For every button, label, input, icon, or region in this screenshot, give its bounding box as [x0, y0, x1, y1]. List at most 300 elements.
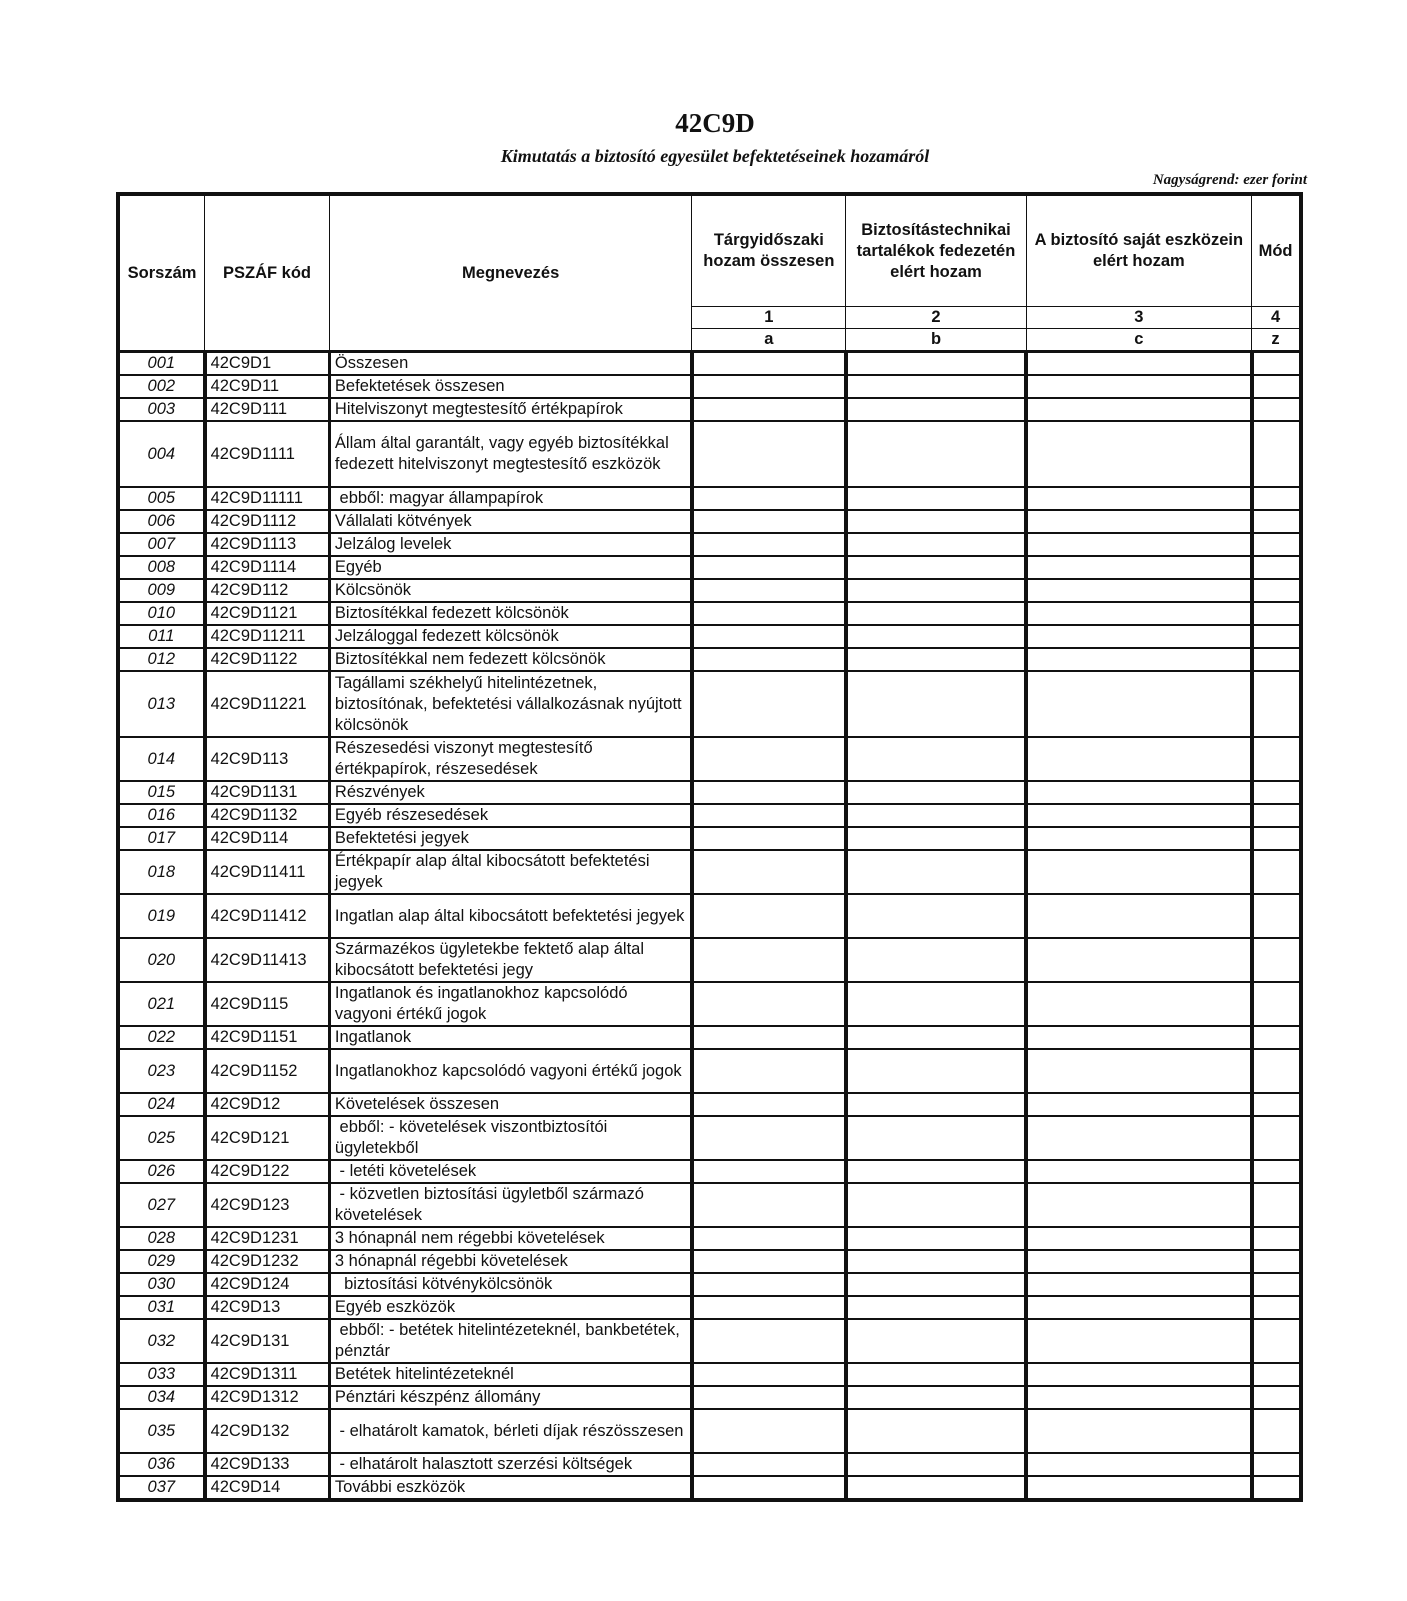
- row-megnevezes: Származékos ügyletekbe fektető alap által kibocsátott befektetési jegy: [329, 938, 691, 982]
- row-value-c[interactable]: [1026, 510, 1252, 533]
- row-megnevezes: Jelzáloggal fedezett kölcsönök: [329, 625, 691, 648]
- row-megnevezes: Jelzálog levelek: [329, 533, 691, 556]
- row-value-b[interactable]: [846, 1227, 1026, 1250]
- row-value-c[interactable]: [1026, 556, 1252, 579]
- row-value-a[interactable]: [692, 737, 846, 781]
- row-mod-z[interactable]: [1252, 982, 1301, 1026]
- table-row: [118, 938, 1301, 982]
- row-megnevezes: Egyéb: [329, 556, 691, 579]
- table-row: [118, 1093, 1301, 1116]
- row-value-b[interactable]: [846, 1386, 1026, 1409]
- row-value-b[interactable]: [846, 982, 1026, 1026]
- row-mod-z[interactable]: [1252, 556, 1301, 579]
- header-col3: A biztosító saját eszközein elért hozam: [1026, 194, 1252, 307]
- row-mod-z[interactable]: [1252, 648, 1301, 671]
- row-sorszam: 012: [118, 648, 205, 671]
- row-mod-z[interactable]: [1252, 804, 1301, 827]
- table-row: [118, 1273, 1301, 1296]
- row-megnevezes: Ingatlanok és ingatlanokhoz kapcsolódó vagyoni értékű jogok: [329, 982, 691, 1026]
- row-megnevezes: Vállalati kötvények: [329, 510, 691, 533]
- row-mod-z[interactable]: [1252, 1409, 1301, 1453]
- row-pszaf-kod: 42C9D132: [205, 1409, 330, 1453]
- row-megnevezes: ebből: magyar állampapírok: [329, 487, 691, 510]
- table-row: [118, 827, 1301, 850]
- table-row: [118, 1160, 1301, 1183]
- header-num-4: 4: [1252, 307, 1301, 329]
- table-body: [118, 352, 1301, 1501]
- header-col2: Biztosítástechnikai tartalékok fedezetén elért hozam: [846, 194, 1026, 307]
- row-value-b[interactable]: [846, 648, 1026, 671]
- row-mod-z[interactable]: [1252, 352, 1301, 376]
- row-pszaf-kod: 42C9D113: [205, 737, 330, 781]
- row-sorszam: 015: [118, 781, 205, 804]
- row-mod-z[interactable]: [1252, 625, 1301, 648]
- row-mod-z[interactable]: [1252, 421, 1301, 487]
- row-pszaf-kod: 42C9D1112: [205, 510, 330, 533]
- header-letter-a: a: [692, 329, 846, 352]
- form-code-title: 42C9D: [675, 108, 755, 138]
- row-megnevezes: Értékpapír alap által kibocsátott befektetési jegyek: [329, 850, 691, 894]
- row-value-c[interactable]: [1026, 1116, 1252, 1160]
- row-mod-z[interactable]: [1252, 602, 1301, 625]
- row-megnevezes: Betétek hitelintézeteknél: [329, 1363, 691, 1386]
- table-row: [118, 804, 1301, 827]
- row-sorszam: 025: [118, 1116, 205, 1160]
- row-pszaf-kod: 42C9D114: [205, 827, 330, 850]
- row-megnevezes: Ingatlanokhoz kapcsolódó vagyoni értékű jogok: [329, 1049, 691, 1093]
- form-subtitle: Kimutatás a biztosító egyesület befektetéseinek hozamáról: [500, 146, 930, 166]
- row-sorszam: 005: [118, 487, 205, 510]
- row-pszaf-kod: 42C9D14: [205, 1476, 330, 1500]
- row-sorszam: 020: [118, 938, 205, 982]
- row-value-a[interactable]: [692, 671, 846, 737]
- row-value-a[interactable]: [692, 1160, 846, 1183]
- row-mod-z[interactable]: [1252, 894, 1301, 938]
- header-pszaf-kod: PSZÁF kód: [205, 194, 330, 352]
- row-pszaf-kod: 42C9D11221: [205, 671, 330, 737]
- row-mod-z[interactable]: [1252, 1160, 1301, 1183]
- row-sorszam: 034: [118, 1386, 205, 1409]
- row-value-c[interactable]: [1026, 1453, 1252, 1476]
- table-row: [118, 982, 1301, 1026]
- row-value-b[interactable]: [846, 1049, 1026, 1093]
- row-pszaf-kod: 42C9D112: [205, 579, 330, 602]
- row-sorszam: 018: [118, 850, 205, 894]
- row-value-a[interactable]: [692, 827, 846, 850]
- row-megnevezes: ebből: - betétek hitelintézeteknél, bankbetétek, pénztár: [329, 1319, 691, 1363]
- row-value-a[interactable]: [692, 648, 846, 671]
- row-mod-z[interactable]: [1252, 487, 1301, 510]
- row-value-c[interactable]: [1026, 352, 1252, 376]
- row-mod-z[interactable]: [1252, 1250, 1301, 1273]
- row-sorszam: 026: [118, 1160, 205, 1183]
- row-value-b[interactable]: [846, 398, 1026, 421]
- row-value-c[interactable]: [1026, 421, 1252, 487]
- row-pszaf-kod: 42C9D1121: [205, 602, 330, 625]
- row-mod-z[interactable]: [1252, 579, 1301, 602]
- row-value-a[interactable]: [692, 781, 846, 804]
- row-value-b[interactable]: [846, 602, 1026, 625]
- row-value-a[interactable]: [692, 1476, 846, 1500]
- row-value-a[interactable]: [692, 398, 846, 421]
- row-pszaf-kod: 42C9D1114: [205, 556, 330, 579]
- row-value-b[interactable]: [846, 375, 1026, 398]
- row-value-a[interactable]: [692, 1386, 846, 1409]
- row-value-a[interactable]: [692, 804, 846, 827]
- row-value-a[interactable]: [692, 487, 846, 510]
- row-pszaf-kod: 42C9D1122: [205, 648, 330, 671]
- row-megnevezes: - elhatárolt halasztott szerzési költségek: [329, 1453, 691, 1476]
- table-row: [118, 648, 1301, 671]
- row-megnevezes: Állam által garantált, vagy egyéb biztosítékkal fedezett hitelviszonyt megtestesítő eszközök: [329, 421, 691, 487]
- row-value-a[interactable]: [692, 1093, 846, 1116]
- row-pszaf-kod: 42C9D133: [205, 1453, 330, 1476]
- row-sorszam: 004: [118, 421, 205, 487]
- table-row: [118, 850, 1301, 894]
- row-pszaf-kod: 42C9D11111: [205, 487, 330, 510]
- row-value-b[interactable]: [846, 1409, 1026, 1453]
- table-row: [118, 579, 1301, 602]
- row-megnevezes: 3 hónapnál nem régebbi követelések: [329, 1227, 691, 1250]
- row-pszaf-kod: 42C9D131: [205, 1319, 330, 1363]
- row-value-b[interactable]: [846, 737, 1026, 781]
- row-value-c[interactable]: [1026, 398, 1252, 421]
- row-pszaf-kod: 42C9D111: [205, 398, 330, 421]
- row-megnevezes: Pénztári készpénz állomány: [329, 1386, 691, 1409]
- row-value-a[interactable]: [692, 375, 846, 398]
- row-megnevezes: Részesedési viszonyt megtestesítő értékpapírok, részesedések: [329, 737, 691, 781]
- row-mod-z[interactable]: [1252, 827, 1301, 850]
- header-sorszam: Sorszám: [118, 194, 205, 352]
- row-mod-z[interactable]: [1252, 533, 1301, 556]
- row-value-a[interactable]: [692, 938, 846, 982]
- row-value-b[interactable]: [846, 1026, 1026, 1049]
- row-pszaf-kod: 42C9D1232: [205, 1250, 330, 1273]
- row-value-a[interactable]: [692, 533, 846, 556]
- row-mod-z[interactable]: [1252, 398, 1301, 421]
- row-value-c[interactable]: [1026, 579, 1252, 602]
- row-value-b[interactable]: [846, 1453, 1026, 1476]
- table-row: [118, 533, 1301, 556]
- row-value-b[interactable]: [846, 510, 1026, 533]
- row-mod-z[interactable]: [1252, 671, 1301, 737]
- row-value-c[interactable]: [1026, 602, 1252, 625]
- row-value-b[interactable]: [846, 850, 1026, 894]
- row-sorszam: 023: [118, 1049, 205, 1093]
- header-num-1: 1: [692, 307, 846, 329]
- row-sorszam: 003: [118, 398, 205, 421]
- row-value-c[interactable]: [1026, 982, 1252, 1026]
- row-value-c[interactable]: [1026, 1026, 1252, 1049]
- table-row: [118, 1409, 1301, 1453]
- row-value-a[interactable]: [692, 602, 846, 625]
- table-row: [118, 375, 1301, 398]
- row-value-c[interactable]: [1026, 804, 1252, 827]
- row-value-c[interactable]: [1026, 1476, 1252, 1500]
- table-row: [118, 737, 1301, 781]
- row-value-c[interactable]: [1026, 1183, 1252, 1227]
- row-value-a[interactable]: [692, 1296, 846, 1319]
- row-value-b[interactable]: [846, 625, 1026, 648]
- row-megnevezes: Biztosítékkal nem fedezett kölcsönök: [329, 648, 691, 671]
- row-mod-z[interactable]: [1252, 1273, 1301, 1296]
- row-mod-z[interactable]: [1252, 1363, 1301, 1386]
- row-value-a[interactable]: [692, 1250, 846, 1273]
- row-mod-z[interactable]: [1252, 1386, 1301, 1409]
- table-row: [118, 1049, 1301, 1093]
- row-value-c[interactable]: [1026, 1273, 1252, 1296]
- row-value-b[interactable]: [846, 804, 1026, 827]
- row-megnevezes: Összesen: [329, 352, 691, 376]
- row-pszaf-kod: 42C9D1311: [205, 1363, 330, 1386]
- row-sorszam: 032: [118, 1319, 205, 1363]
- row-value-a[interactable]: [692, 556, 846, 579]
- row-mod-z[interactable]: [1252, 1476, 1301, 1500]
- row-value-a[interactable]: [692, 352, 846, 376]
- row-value-c[interactable]: [1026, 781, 1252, 804]
- row-sorszam: 035: [118, 1409, 205, 1453]
- row-value-b[interactable]: [846, 1250, 1026, 1273]
- row-value-a[interactable]: [692, 1319, 846, 1363]
- row-pszaf-kod: 42C9D1113: [205, 533, 330, 556]
- row-value-b[interactable]: [846, 556, 1026, 579]
- row-megnevezes: biztosítási kötvénykölcsönök: [329, 1273, 691, 1296]
- row-pszaf-kod: 42C9D13: [205, 1296, 330, 1319]
- row-mod-z[interactable]: [1252, 1026, 1301, 1049]
- row-megnevezes: - letéti követelések: [329, 1160, 691, 1183]
- row-pszaf-kod: 42C9D11: [205, 375, 330, 398]
- row-value-b[interactable]: [846, 352, 1026, 376]
- row-mod-z[interactable]: [1252, 1116, 1301, 1160]
- table-row: [118, 671, 1301, 737]
- row-value-a[interactable]: [692, 421, 846, 487]
- table-row: [118, 1227, 1301, 1250]
- row-mod-z[interactable]: [1252, 850, 1301, 894]
- row-value-b[interactable]: [846, 1476, 1026, 1500]
- row-value-c[interactable]: [1026, 1409, 1252, 1453]
- header-megnevezes: Megnevezés: [329, 194, 691, 352]
- row-megnevezes: ebből: - követelések viszontbiztosítói ügyletekből: [329, 1116, 691, 1160]
- table-row: [118, 398, 1301, 421]
- row-sorszam: 033: [118, 1363, 205, 1386]
- row-megnevezes: Egyéb eszközök: [329, 1296, 691, 1319]
- report-table: [116, 192, 1303, 1502]
- row-sorszam: 030: [118, 1273, 205, 1296]
- row-megnevezes: További eszközök: [329, 1476, 691, 1500]
- row-sorszam: 010: [118, 602, 205, 625]
- row-pszaf-kod: 42C9D11412: [205, 894, 330, 938]
- row-sorszam: 006: [118, 510, 205, 533]
- row-value-a[interactable]: [692, 510, 846, 533]
- row-pszaf-kod: 42C9D1231: [205, 1227, 330, 1250]
- row-value-b[interactable]: [846, 487, 1026, 510]
- row-sorszam: 011: [118, 625, 205, 648]
- row-value-c[interactable]: [1026, 648, 1252, 671]
- row-pszaf-kod: 42C9D121: [205, 1116, 330, 1160]
- row-value-c[interactable]: [1026, 737, 1252, 781]
- row-mod-z[interactable]: [1252, 1093, 1301, 1116]
- row-megnevezes: Befektetések összesen: [329, 375, 691, 398]
- row-value-b[interactable]: [846, 1273, 1026, 1296]
- row-pszaf-kod: 42C9D11411: [205, 850, 330, 894]
- row-megnevezes: Ingatlan alap által kibocsátott befektetési jegyek: [329, 894, 691, 938]
- row-pszaf-kod: 42C9D123: [205, 1183, 330, 1227]
- row-megnevezes: Ingatlanok: [329, 1026, 691, 1049]
- row-sorszam: 009: [118, 579, 205, 602]
- table-row: [118, 556, 1301, 579]
- row-value-b[interactable]: [846, 533, 1026, 556]
- row-pszaf-kod: 42C9D1131: [205, 781, 330, 804]
- row-value-b[interactable]: [846, 1116, 1026, 1160]
- row-pszaf-kod: 42C9D1111: [205, 421, 330, 487]
- table-row: [118, 1250, 1301, 1273]
- header-letter-z: z: [1252, 329, 1301, 352]
- row-megnevezes: Kölcsönök: [329, 579, 691, 602]
- row-value-a[interactable]: [692, 1409, 846, 1453]
- header-col1: Tárgyidőszaki hozam összesen: [692, 194, 846, 307]
- table-row: [118, 625, 1301, 648]
- row-pszaf-kod: 42C9D1132: [205, 804, 330, 827]
- row-value-b[interactable]: [846, 421, 1026, 487]
- row-sorszam: 014: [118, 737, 205, 781]
- row-mod-z[interactable]: [1252, 1227, 1301, 1250]
- row-value-c[interactable]: [1026, 1227, 1252, 1250]
- row-value-b[interactable]: [846, 579, 1026, 602]
- table-row: [118, 1296, 1301, 1319]
- row-value-b[interactable]: [846, 894, 1026, 938]
- row-value-a[interactable]: [692, 1116, 846, 1160]
- row-value-b[interactable]: [846, 1363, 1026, 1386]
- row-mod-z[interactable]: [1252, 781, 1301, 804]
- row-value-c[interactable]: [1026, 533, 1252, 556]
- header-num-3: 3: [1026, 307, 1252, 329]
- row-value-c[interactable]: [1026, 938, 1252, 982]
- row-pszaf-kod: 42C9D1: [205, 352, 330, 376]
- row-value-c[interactable]: [1026, 1319, 1252, 1363]
- row-sorszam: 031: [118, 1296, 205, 1319]
- row-value-c[interactable]: [1026, 487, 1252, 510]
- row-sorszam: 022: [118, 1026, 205, 1049]
- unit-note: Nagyságrend: ezer forint: [1152, 172, 1307, 188]
- row-value-c[interactable]: [1026, 625, 1252, 648]
- table-row: [118, 1476, 1301, 1500]
- row-value-b[interactable]: [846, 1183, 1026, 1227]
- row-sorszam: 002: [118, 375, 205, 398]
- row-megnevezes: Biztosítékkal fedezett kölcsönök: [329, 602, 691, 625]
- table-row: [118, 1026, 1301, 1049]
- table-row: [118, 510, 1301, 533]
- row-megnevezes: Befektetési jegyek: [329, 827, 691, 850]
- row-value-a[interactable]: [692, 1183, 846, 1227]
- row-sorszam: 008: [118, 556, 205, 579]
- row-value-b[interactable]: [846, 671, 1026, 737]
- row-pszaf-kod: 42C9D12: [205, 1093, 330, 1116]
- row-mod-z[interactable]: [1252, 1049, 1301, 1093]
- row-value-c[interactable]: [1026, 850, 1252, 894]
- row-value-c[interactable]: [1026, 375, 1252, 398]
- row-value-a[interactable]: [692, 625, 846, 648]
- row-value-b[interactable]: [846, 938, 1026, 982]
- row-value-c[interactable]: [1026, 894, 1252, 938]
- header-num-2: 2: [846, 307, 1026, 329]
- row-value-a[interactable]: [692, 1049, 846, 1093]
- row-mod-z[interactable]: [1252, 1296, 1301, 1319]
- row-value-a[interactable]: [692, 1227, 846, 1250]
- row-value-b[interactable]: [846, 1160, 1026, 1183]
- row-value-b[interactable]: [846, 1319, 1026, 1363]
- row-value-c[interactable]: [1026, 1049, 1252, 1093]
- table-row: [118, 352, 1301, 376]
- row-mod-z[interactable]: [1252, 1319, 1301, 1363]
- row-value-b[interactable]: [846, 1296, 1026, 1319]
- row-value-a[interactable]: [692, 1026, 846, 1049]
- row-megnevezes: Hitelviszonyt megtestesítő értékpapírok: [329, 398, 691, 421]
- row-megnevezes: 3 hónapnál régebbi követelések: [329, 1250, 691, 1273]
- row-pszaf-kod: 42C9D1151: [205, 1026, 330, 1049]
- row-value-b[interactable]: [846, 781, 1026, 804]
- row-value-b[interactable]: [846, 1093, 1026, 1116]
- header-col4: Mód: [1252, 194, 1301, 307]
- row-value-c[interactable]: [1026, 827, 1252, 850]
- row-megnevezes: Egyéb részesedések: [329, 804, 691, 827]
- row-megnevezes: Tagállami székhelyű hitelintézetnek, biztosítónak, befektetési vállalkozásnak nyújtott kölcsönök: [329, 671, 691, 737]
- row-megnevezes: - elhatárolt kamatok, bérleti díjak részösszesen: [329, 1409, 691, 1453]
- table-row: [118, 1183, 1301, 1227]
- row-mod-z[interactable]: [1252, 1183, 1301, 1227]
- row-sorszam: 036: [118, 1453, 205, 1476]
- row-value-c[interactable]: [1026, 1250, 1252, 1273]
- row-mod-z[interactable]: [1252, 938, 1301, 982]
- row-sorszam: 028: [118, 1227, 205, 1250]
- row-mod-z[interactable]: [1252, 737, 1301, 781]
- row-value-a[interactable]: [692, 982, 846, 1026]
- row-value-c[interactable]: [1026, 1363, 1252, 1386]
- table-row: [118, 1363, 1301, 1386]
- table-row: [118, 781, 1301, 804]
- row-value-c[interactable]: [1026, 671, 1252, 737]
- row-sorszam: 007: [118, 533, 205, 556]
- header-letter-c: c: [1026, 329, 1252, 352]
- row-sorszam: 021: [118, 982, 205, 1026]
- row-sorszam: 017: [118, 827, 205, 850]
- row-pszaf-kod: 42C9D11211: [205, 625, 330, 648]
- row-value-a[interactable]: [692, 1453, 846, 1476]
- table-row: [118, 894, 1301, 938]
- table-row: [118, 602, 1301, 625]
- header-letter-b: b: [846, 329, 1026, 352]
- row-value-c[interactable]: [1026, 1386, 1252, 1409]
- row-value-b[interactable]: [846, 827, 1026, 850]
- row-mod-z[interactable]: [1252, 510, 1301, 533]
- row-value-a[interactable]: [692, 579, 846, 602]
- row-value-a[interactable]: [692, 1363, 846, 1386]
- row-sorszam: 019: [118, 894, 205, 938]
- row-sorszam: 037: [118, 1476, 205, 1500]
- row-value-c[interactable]: [1026, 1296, 1252, 1319]
- row-mod-z[interactable]: [1252, 375, 1301, 398]
- row-pszaf-kod: 42C9D115: [205, 982, 330, 1026]
- table-row: [118, 1319, 1301, 1363]
- row-value-c[interactable]: [1026, 1160, 1252, 1183]
- row-value-c[interactable]: [1026, 1093, 1252, 1116]
- row-mod-z[interactable]: [1252, 1453, 1301, 1476]
- row-value-a[interactable]: [692, 850, 846, 894]
- row-value-a[interactable]: [692, 1273, 846, 1296]
- row-sorszam: 016: [118, 804, 205, 827]
- row-pszaf-kod: 42C9D122: [205, 1160, 330, 1183]
- row-value-a[interactable]: [692, 894, 846, 938]
- table-row: [118, 487, 1301, 510]
